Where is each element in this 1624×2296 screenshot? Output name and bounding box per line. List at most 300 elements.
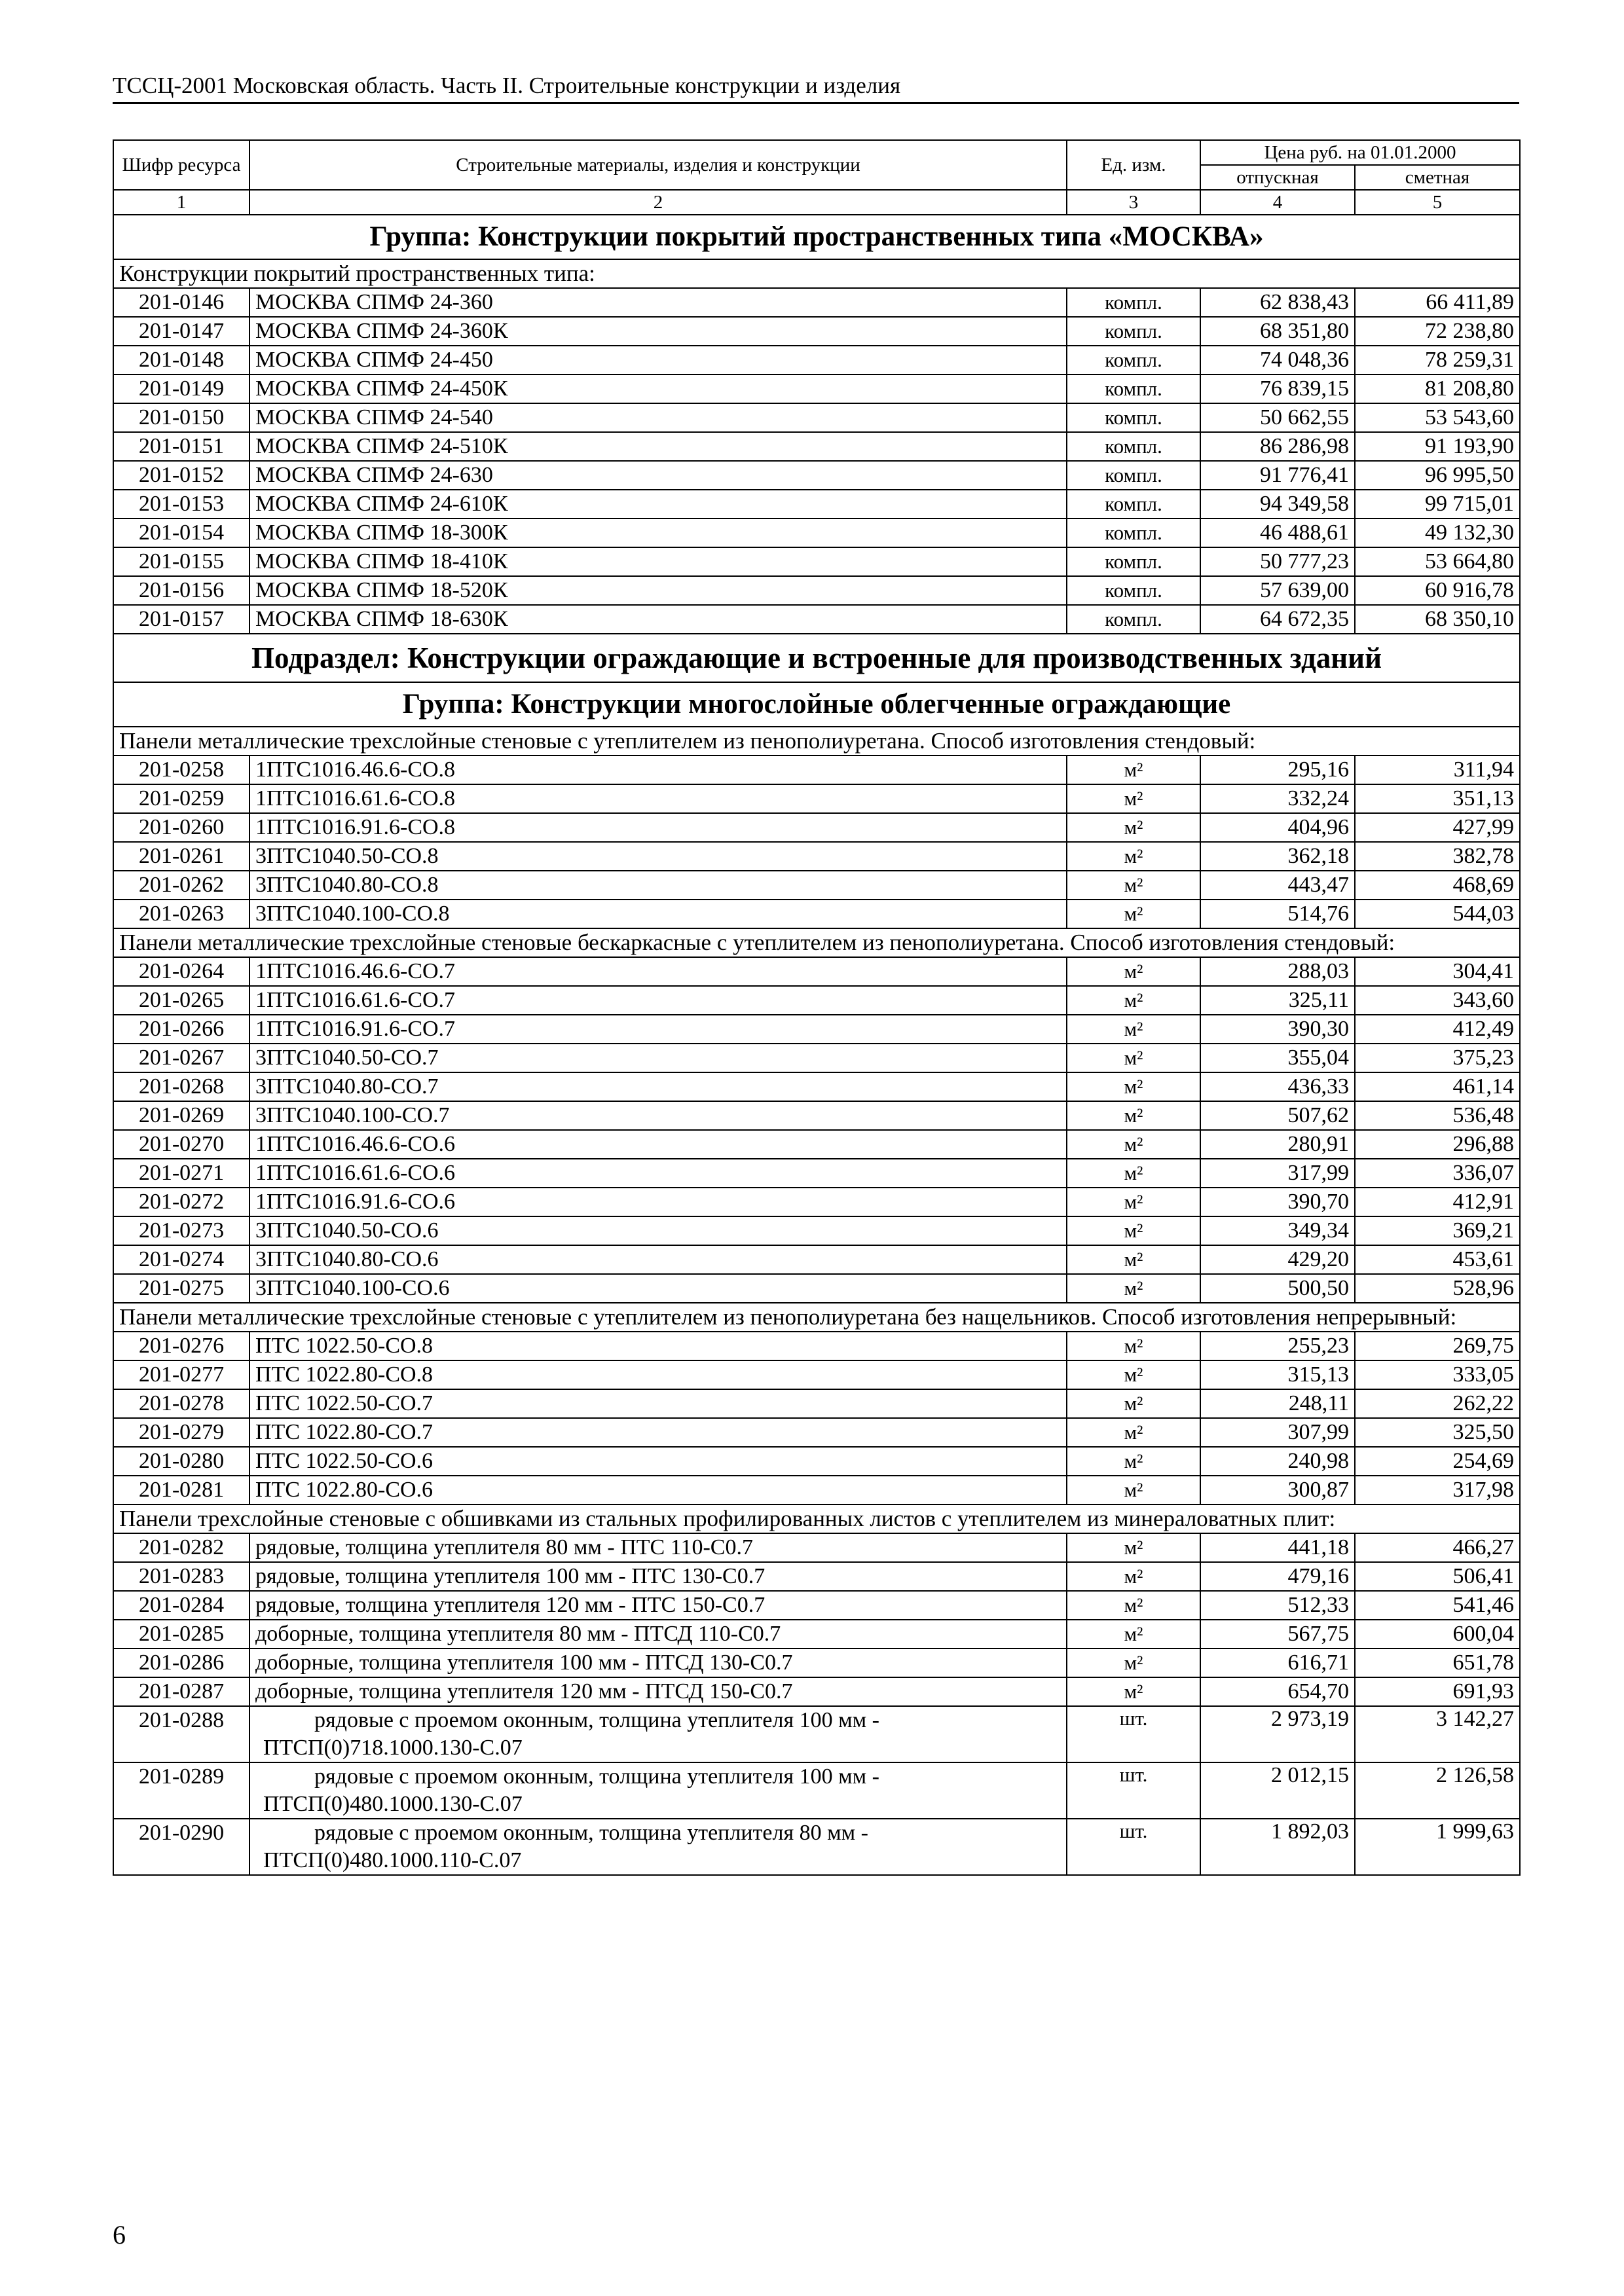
item-name: рядовые с проемом оконным, толщина утеплителя 80 мм - ПТСП(0)480.1000.110-С.07 [249, 1819, 1067, 1875]
price-release: 91 776,41 [1200, 461, 1355, 490]
resource-code: 201-0269 [113, 1101, 249, 1130]
price-release: 654,70 [1200, 1677, 1355, 1706]
unit: компл. [1067, 490, 1200, 519]
item-name: 1ПТС1016.91.6-СО.7 [249, 1015, 1067, 1044]
resource-code: 201-0148 [113, 346, 249, 374]
table-row [113, 519, 1520, 547]
unit: компл. [1067, 461, 1200, 490]
resource-code: 201-0280 [113, 1447, 249, 1476]
table-row [113, 1706, 1520, 1762]
price-release: 68 351,80 [1200, 317, 1355, 346]
resource-code: 201-0272 [113, 1188, 249, 1216]
resource-code: 201-0289 [113, 1762, 249, 1819]
table-row [113, 842, 1520, 871]
price-estimate: 351,13 [1355, 784, 1520, 813]
resource-code: 201-0263 [113, 900, 249, 928]
item-name: МОСКВА СПМФ 24-360 [249, 288, 1067, 317]
resource-code: 201-0274 [113, 1245, 249, 1274]
price-release: 94 349,58 [1200, 490, 1355, 519]
item-name: МОСКВА СПМФ 18-410К [249, 547, 1067, 576]
table-row [113, 1332, 1520, 1360]
resource-code: 201-0270 [113, 1130, 249, 1159]
price-estimate: 453,61 [1355, 1245, 1520, 1274]
price-estimate: 78 259,31 [1355, 346, 1520, 374]
item-name: 1ПТС1016.61.6-СО.6 [249, 1159, 1067, 1188]
price-release: 315,13 [1200, 1360, 1355, 1389]
price-release: 288,03 [1200, 957, 1355, 986]
table-row [113, 1677, 1520, 1706]
price-release: 307,99 [1200, 1418, 1355, 1447]
table-row [113, 900, 1520, 928]
price-estimate: 96 995,50 [1355, 461, 1520, 490]
col-number: 1 [113, 190, 249, 215]
price-release: 390,30 [1200, 1015, 1355, 1044]
price-release: 332,24 [1200, 784, 1355, 813]
resource-code: 201-0265 [113, 986, 249, 1015]
price-release: 349,34 [1200, 1216, 1355, 1245]
item-name: 3ПТС1040.80-СО.8 [249, 871, 1067, 900]
price-estimate: 49 132,30 [1355, 519, 1520, 547]
unit: м² [1067, 1130, 1200, 1159]
resource-code: 201-0276 [113, 1332, 249, 1360]
unit: м² [1067, 1360, 1200, 1389]
col-header-code: Шифр ресурса [113, 140, 249, 190]
item-name: 1ПТС1016.61.6-СО.7 [249, 986, 1067, 1015]
subhead-row [113, 1303, 1520, 1332]
resource-code: 201-0261 [113, 842, 249, 871]
price-estimate: 333,05 [1355, 1360, 1520, 1389]
table-row [113, 1762, 1520, 1819]
price-release: 2 012,15 [1200, 1762, 1355, 1819]
unit: компл. [1067, 346, 1200, 374]
price-estimate: 468,69 [1355, 871, 1520, 900]
price-release: 325,11 [1200, 986, 1355, 1015]
table-row [113, 547, 1520, 576]
unit: шт. [1067, 1706, 1200, 1762]
col-number: 2 [249, 190, 1067, 215]
item-name: 3ПТС1040.50-СО.8 [249, 842, 1067, 871]
resource-code: 201-0149 [113, 374, 249, 403]
table-row [113, 1533, 1520, 1562]
col-header-name: Строительные материалы, изделия и конструкции [249, 140, 1067, 190]
resource-code: 201-0146 [113, 288, 249, 317]
resource-code: 201-0271 [113, 1159, 249, 1188]
col-header-unit: Ед. изм. [1067, 140, 1200, 190]
price-estimate: 506,41 [1355, 1562, 1520, 1591]
page-number: 6 [113, 2220, 126, 2250]
subhead-row [113, 727, 1520, 756]
price-release: 240,98 [1200, 1447, 1355, 1476]
table-row [113, 1216, 1520, 1245]
table-row [113, 1274, 1520, 1303]
table-row [113, 1389, 1520, 1418]
price-release: 355,04 [1200, 1044, 1355, 1072]
unit: компл. [1067, 403, 1200, 432]
unit: м² [1067, 1591, 1200, 1620]
table-row [113, 1130, 1520, 1159]
price-estimate: 544,03 [1355, 900, 1520, 928]
price-release: 390,70 [1200, 1188, 1355, 1216]
item-name: доборные, толщина утеплителя 80 мм - ПТСД 110-С0.7 [249, 1620, 1067, 1649]
resource-code: 201-0283 [113, 1562, 249, 1591]
unit: компл. [1067, 605, 1200, 634]
price-estimate: 99 715,01 [1355, 490, 1520, 519]
table-row [113, 1562, 1520, 1591]
price-release: 1 892,03 [1200, 1819, 1355, 1875]
item-name: МОСКВА СПМФ 18-520К [249, 576, 1067, 605]
table-row [113, 1159, 1520, 1188]
resource-code: 201-0279 [113, 1418, 249, 1447]
price-estimate: 53 664,80 [1355, 547, 1520, 576]
item-name: МОСКВА СПМФ 24-360К [249, 317, 1067, 346]
price-release: 567,75 [1200, 1620, 1355, 1649]
item-name: МОСКВА СПМФ 24-510К [249, 432, 1067, 461]
item-name: 1ПТС1016.46.6-СО.7 [249, 957, 1067, 986]
table-row [113, 1418, 1520, 1447]
unit: компл. [1067, 432, 1200, 461]
price-estimate: 262,22 [1355, 1389, 1520, 1418]
table-row [113, 1188, 1520, 1216]
price-release: 479,16 [1200, 1562, 1355, 1591]
table-row [113, 957, 1520, 986]
table-row [113, 1447, 1520, 1476]
price-estimate: 68 350,10 [1355, 605, 1520, 634]
group-row [113, 215, 1520, 259]
resource-code: 201-0285 [113, 1620, 249, 1649]
table-row [113, 288, 1520, 317]
price-release: 64 672,35 [1200, 605, 1355, 634]
group-title: Группа: Конструкции многослойные облегченные ограждающие [113, 682, 1520, 727]
item-name: ПТС 1022.50-СО.6 [249, 1447, 1067, 1476]
item-name: доборные, толщина утеплителя 100 мм - ПТСД 130-С0.7 [249, 1649, 1067, 1677]
item-name: МОСКВА СПМФ 18-300К [249, 519, 1067, 547]
price-release: 616,71 [1200, 1649, 1355, 1677]
resource-code: 201-0284 [113, 1591, 249, 1620]
unit: м² [1067, 1332, 1200, 1360]
price-release: 404,96 [1200, 813, 1355, 842]
unit: м² [1067, 871, 1200, 900]
table-row [113, 986, 1520, 1015]
col-header-release: отпускная [1200, 165, 1355, 190]
group-row [113, 682, 1520, 727]
table-row [113, 1360, 1520, 1389]
resource-code: 201-0151 [113, 432, 249, 461]
unit: м² [1067, 784, 1200, 813]
col-header-price: Цена руб. на 01.01.2000 [1200, 140, 1520, 165]
price-estimate: 427,99 [1355, 813, 1520, 842]
resource-code: 201-0268 [113, 1072, 249, 1101]
item-name: 3ПТС1040.100-СО.7 [249, 1101, 1067, 1130]
resource-code: 201-0288 [113, 1706, 249, 1762]
item-name: 1ПТС1016.91.6-СО.6 [249, 1188, 1067, 1216]
unit: м² [1067, 1245, 1200, 1274]
table-row [113, 1649, 1520, 1677]
price-release: 248,11 [1200, 1389, 1355, 1418]
item-name: ПТС 1022.50-СО.8 [249, 1332, 1067, 1360]
unit: м² [1067, 813, 1200, 842]
item-name: МОСКВА СПМФ 24-540 [249, 403, 1067, 432]
table-row [113, 813, 1520, 842]
resource-code: 201-0290 [113, 1819, 249, 1875]
item-name: МОСКВА СПМФ 18-630К [249, 605, 1067, 634]
price-estimate: 311,94 [1355, 756, 1520, 784]
price-release: 507,62 [1200, 1101, 1355, 1130]
unit: м² [1067, 1044, 1200, 1072]
price-estimate: 369,21 [1355, 1216, 1520, 1245]
col-number: 5 [1355, 190, 1520, 215]
price-estimate: 304,41 [1355, 957, 1520, 986]
price-estimate: 91 193,90 [1355, 432, 1520, 461]
price-release: 2 973,19 [1200, 1706, 1355, 1762]
unit: м² [1067, 957, 1200, 986]
resource-code: 201-0150 [113, 403, 249, 432]
item-name: 3ПТС1040.80-СО.7 [249, 1072, 1067, 1101]
price-release: 429,20 [1200, 1245, 1355, 1274]
price-estimate: 461,14 [1355, 1072, 1520, 1101]
table-row [113, 432, 1520, 461]
table-row [113, 317, 1520, 346]
resource-code: 201-0259 [113, 784, 249, 813]
table-row [113, 374, 1520, 403]
resource-code: 201-0262 [113, 871, 249, 900]
price-estimate: 66 411,89 [1355, 288, 1520, 317]
unit: компл. [1067, 374, 1200, 403]
unit: м² [1067, 986, 1200, 1015]
item-name: рядовые, толщина утеплителя 100 мм - ПТС 130-С0.7 [249, 1562, 1067, 1591]
resource-code: 201-0275 [113, 1274, 249, 1303]
item-name: 3ПТС1040.100-СО.6 [249, 1274, 1067, 1303]
price-estimate: 691,93 [1355, 1677, 1520, 1706]
resource-code: 201-0156 [113, 576, 249, 605]
price-estimate: 1 999,63 [1355, 1819, 1520, 1875]
price-estimate: 2 126,58 [1355, 1762, 1520, 1819]
item-name: МОСКВА СПМФ 24-630 [249, 461, 1067, 490]
item-name: доборные, толщина утеплителя 120 мм - ПТСД 150-С0.7 [249, 1677, 1067, 1706]
table-row [113, 1044, 1520, 1072]
unit: м² [1067, 1015, 1200, 1044]
unit: шт. [1067, 1762, 1200, 1819]
price-estimate: 3 142,27 [1355, 1706, 1520, 1762]
unit: м² [1067, 1101, 1200, 1130]
unit: компл. [1067, 288, 1200, 317]
price-release: 443,47 [1200, 871, 1355, 900]
unit: м² [1067, 900, 1200, 928]
subhead-text: Панели металлические трехслойные стеновые с утеплителем из пенополиуретана без нащельников. Способ изготовления непрерывный: [113, 1303, 1520, 1332]
group-title: Группа: Конструкции покрытий пространственных типа «МОСКВА» [113, 215, 1520, 259]
item-name: МОСКВА СПМФ 24-450К [249, 374, 1067, 403]
unit: м² [1067, 1418, 1200, 1447]
price-release: 441,18 [1200, 1533, 1355, 1562]
item-name: ПТС 1022.80-СО.8 [249, 1360, 1067, 1389]
table-row [113, 576, 1520, 605]
price-estimate: 466,27 [1355, 1533, 1520, 1562]
price-estimate: 254,69 [1355, 1447, 1520, 1476]
unit: компл. [1067, 519, 1200, 547]
unit: м² [1067, 1274, 1200, 1303]
price-estimate: 317,98 [1355, 1476, 1520, 1504]
unit: м² [1067, 1476, 1200, 1504]
resource-code: 201-0282 [113, 1533, 249, 1562]
price-release: 512,33 [1200, 1591, 1355, 1620]
price-release: 300,87 [1200, 1476, 1355, 1504]
item-name: рядовые с проемом оконным, толщина утеплителя 100 мм - ПТСП(0)718.1000.130-С.07 [249, 1706, 1067, 1762]
subhead-text: Панели трехслойные стеновые с обшивками из стальных профилированных листов с утеплителем из минераловатных плит: [113, 1504, 1520, 1533]
item-name: рядовые, толщина утеплителя 80 мм - ПТС 110-С0.7 [249, 1533, 1067, 1562]
item-name: рядовые с проемом оконным, толщина утеплителя 100 мм - ПТСП(0)480.1000.130-С.07 [249, 1762, 1067, 1819]
price-estimate: 336,07 [1355, 1159, 1520, 1188]
item-name: 1ПТС1016.61.6-СО.8 [249, 784, 1067, 813]
item-name: 1ПТС1016.46.6-СО.6 [249, 1130, 1067, 1159]
item-name: 1ПТС1016.91.6-СО.8 [249, 813, 1067, 842]
price-estimate: 296,88 [1355, 1130, 1520, 1159]
unit: м² [1067, 1677, 1200, 1706]
price-estimate: 382,78 [1355, 842, 1520, 871]
resource-code: 201-0273 [113, 1216, 249, 1245]
price-estimate: 412,91 [1355, 1188, 1520, 1216]
item-name: 3ПТС1040.100-СО.8 [249, 900, 1067, 928]
table-row [113, 605, 1520, 634]
resource-code: 201-0260 [113, 813, 249, 842]
price-estimate: 81 208,80 [1355, 374, 1520, 403]
price-release: 57 639,00 [1200, 576, 1355, 605]
unit: компл. [1067, 547, 1200, 576]
resource-code: 201-0154 [113, 519, 249, 547]
table-row [113, 1819, 1520, 1875]
unit: м² [1067, 756, 1200, 784]
unit: м² [1067, 842, 1200, 871]
table-row [113, 1620, 1520, 1649]
price-release: 436,33 [1200, 1072, 1355, 1101]
table-row [113, 1072, 1520, 1101]
table-row [113, 1245, 1520, 1274]
table-row [113, 756, 1520, 784]
subhead-row [113, 259, 1520, 288]
price-estimate: 72 238,80 [1355, 317, 1520, 346]
price-estimate: 412,49 [1355, 1015, 1520, 1044]
resource-code: 201-0147 [113, 317, 249, 346]
unit: м² [1067, 1159, 1200, 1188]
price-estimate: 53 543,60 [1355, 403, 1520, 432]
unit: компл. [1067, 576, 1200, 605]
price-release: 50 662,55 [1200, 403, 1355, 432]
unit: м² [1067, 1389, 1200, 1418]
table-row [113, 871, 1520, 900]
price-release: 86 286,98 [1200, 432, 1355, 461]
price-estimate: 343,60 [1355, 986, 1520, 1015]
resource-code: 201-0287 [113, 1677, 249, 1706]
price-release: 295,16 [1200, 756, 1355, 784]
table-row [113, 1476, 1520, 1504]
unit: м² [1067, 1620, 1200, 1649]
unit: м² [1067, 1447, 1200, 1476]
subhead-text: Панели металлические трехслойные стеновые с утеплителем из пенополиуретана. Способ изготовления стендовый: [113, 727, 1520, 756]
item-name: МОСКВА СПМФ 24-450 [249, 346, 1067, 374]
resource-code: 201-0286 [113, 1649, 249, 1677]
resource-code: 201-0152 [113, 461, 249, 490]
table-row [113, 1591, 1520, 1620]
table-row [113, 1101, 1520, 1130]
item-name: 3ПТС1040.50-СО.6 [249, 1216, 1067, 1245]
price-release: 62 838,43 [1200, 288, 1355, 317]
col-number: 4 [1200, 190, 1355, 215]
unit: м² [1067, 1562, 1200, 1591]
subhead-text: Панели металлические трехслойные стеновые бескаркасные с утеплителем из пенополиуретана. Способ изготовления стендовый: [113, 928, 1520, 957]
unit: м² [1067, 1216, 1200, 1245]
subsection-title: Подраздел: Конструкции ограждающие и встроенные для производственных зданий [113, 634, 1520, 682]
price-estimate: 528,96 [1355, 1274, 1520, 1303]
price-release: 280,91 [1200, 1130, 1355, 1159]
page-header-title: ТССЦ-2001 Московская область. Часть II. Строительные конструкции и изделия [113, 71, 1519, 104]
table-row [113, 784, 1520, 813]
resource-code: 201-0264 [113, 957, 249, 986]
price-release: 76 839,15 [1200, 374, 1355, 403]
table-row [113, 403, 1520, 432]
unit: м² [1067, 1649, 1200, 1677]
price-release: 46 488,61 [1200, 519, 1355, 547]
resource-code: 201-0278 [113, 1389, 249, 1418]
item-name: 1ПТС1016.46.6-СО.8 [249, 756, 1067, 784]
price-estimate: 600,04 [1355, 1620, 1520, 1649]
resource-code: 201-0267 [113, 1044, 249, 1072]
unit: м² [1067, 1188, 1200, 1216]
price-release: 50 777,23 [1200, 547, 1355, 576]
col-number: 3 [1067, 190, 1200, 215]
item-name: 3ПТС1040.80-СО.6 [249, 1245, 1067, 1274]
table-body [113, 215, 1520, 1875]
price-estimate: 60 916,78 [1355, 576, 1520, 605]
unit: м² [1067, 1533, 1200, 1562]
unit: компл. [1067, 317, 1200, 346]
item-name: рядовые, толщина утеплителя 120 мм - ПТС 150-С0.7 [249, 1591, 1067, 1620]
subhead-row [113, 1504, 1520, 1533]
unit: шт. [1067, 1819, 1200, 1875]
resource-code: 201-0155 [113, 547, 249, 576]
price-estimate: 269,75 [1355, 1332, 1520, 1360]
price-release: 255,23 [1200, 1332, 1355, 1360]
price-estimate: 541,46 [1355, 1591, 1520, 1620]
resource-code: 201-0258 [113, 756, 249, 784]
item-name: ПТС 1022.80-СО.6 [249, 1476, 1067, 1504]
table-row [113, 346, 1520, 374]
resource-code: 201-0277 [113, 1360, 249, 1389]
resource-code: 201-0153 [113, 490, 249, 519]
subhead-row [113, 928, 1520, 957]
table-row [113, 1015, 1520, 1044]
price-table [113, 139, 1521, 1876]
resource-code: 201-0266 [113, 1015, 249, 1044]
price-release: 317,99 [1200, 1159, 1355, 1188]
price-estimate: 375,23 [1355, 1044, 1520, 1072]
price-release: 362,18 [1200, 842, 1355, 871]
price-release: 514,76 [1200, 900, 1355, 928]
item-name: ПТС 1022.50-СО.7 [249, 1389, 1067, 1418]
item-name: МОСКВА СПМФ 24-610К [249, 490, 1067, 519]
item-name: 3ПТС1040.50-СО.7 [249, 1044, 1067, 1072]
table-row [113, 490, 1520, 519]
unit: м² [1067, 1072, 1200, 1101]
resource-code: 201-0281 [113, 1476, 249, 1504]
subhead-text: Конструкции покрытий пространственных типа: [113, 259, 1520, 288]
item-name: ПТС 1022.80-СО.7 [249, 1418, 1067, 1447]
price-release: 74 048,36 [1200, 346, 1355, 374]
price-estimate: 651,78 [1355, 1649, 1520, 1677]
price-release: 500,50 [1200, 1274, 1355, 1303]
col-header-estimate: сметная [1355, 165, 1520, 190]
table-row [113, 461, 1520, 490]
resource-code: 201-0157 [113, 605, 249, 634]
subsection-row [113, 634, 1520, 682]
price-estimate: 325,50 [1355, 1418, 1520, 1447]
